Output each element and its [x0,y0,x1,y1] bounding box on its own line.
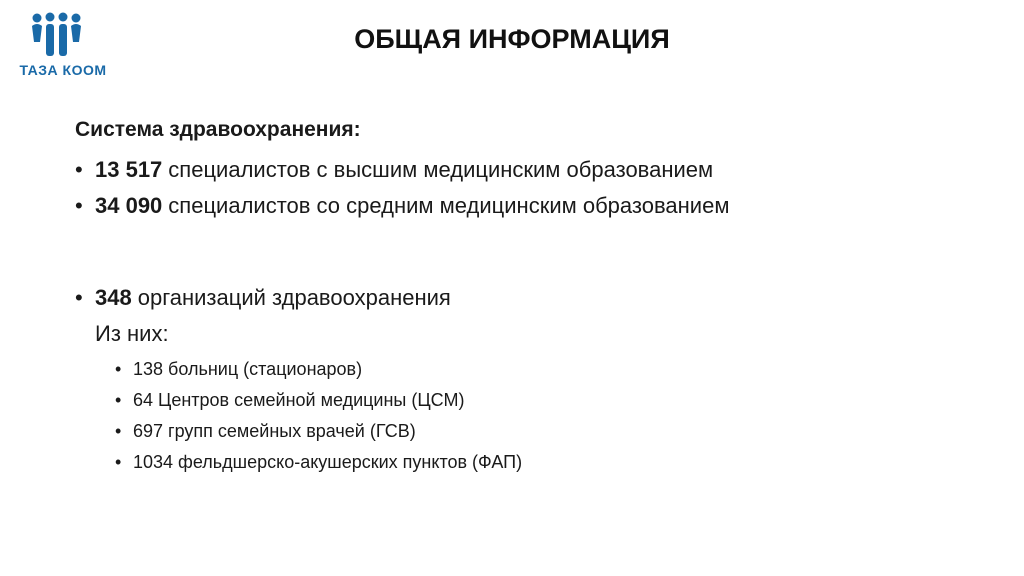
stat-text: организаций здравоохранения [137,285,451,310]
sub-list-item [75,385,975,416]
bullet-icon: • [115,390,122,410]
stat-number: 13 517 [95,157,163,182]
list-item [75,188,975,224]
stat-number: 348 [95,285,132,310]
bullet-icon: • [115,359,122,379]
list-item [75,280,975,316]
stat-text: специалистов со средним медицинским образованием [168,193,730,218]
bullet-icon: • [75,157,83,182]
stat-number: 34 090 [95,193,163,218]
of-them-label: Из них: [95,321,169,346]
sub-list [75,354,975,478]
bullet-icon: • [115,452,122,472]
bullet-icon: • [75,285,83,310]
sub-list-item [75,416,975,447]
stat-text: специалистов с высшим медицинским образованием [168,157,714,182]
sub-list-item [75,447,975,478]
sub-item-text: 697 групп семейных врачей (ГСВ) [133,421,416,441]
list-item [75,152,975,188]
bullet-icon: • [115,421,122,441]
sub-item-text: 138 больниц (стационаров) [133,359,363,379]
sub-item-text: 64 Центров семейной медицины (ЦСМ) [133,390,465,410]
logo-text: ТАЗА КООМ [19,62,107,78]
sub-item-text: 1034 фельдшерско-акушерских пунктов (ФАП) [133,452,523,472]
bullet-icon: • [75,193,83,218]
section-heading: Система здравоохранения: [75,118,361,141]
sub-list-item [75,354,975,385]
page-title: ОБЩАЯ ИНФОРМАЦИЯ [354,24,670,54]
content-body [75,118,975,478]
